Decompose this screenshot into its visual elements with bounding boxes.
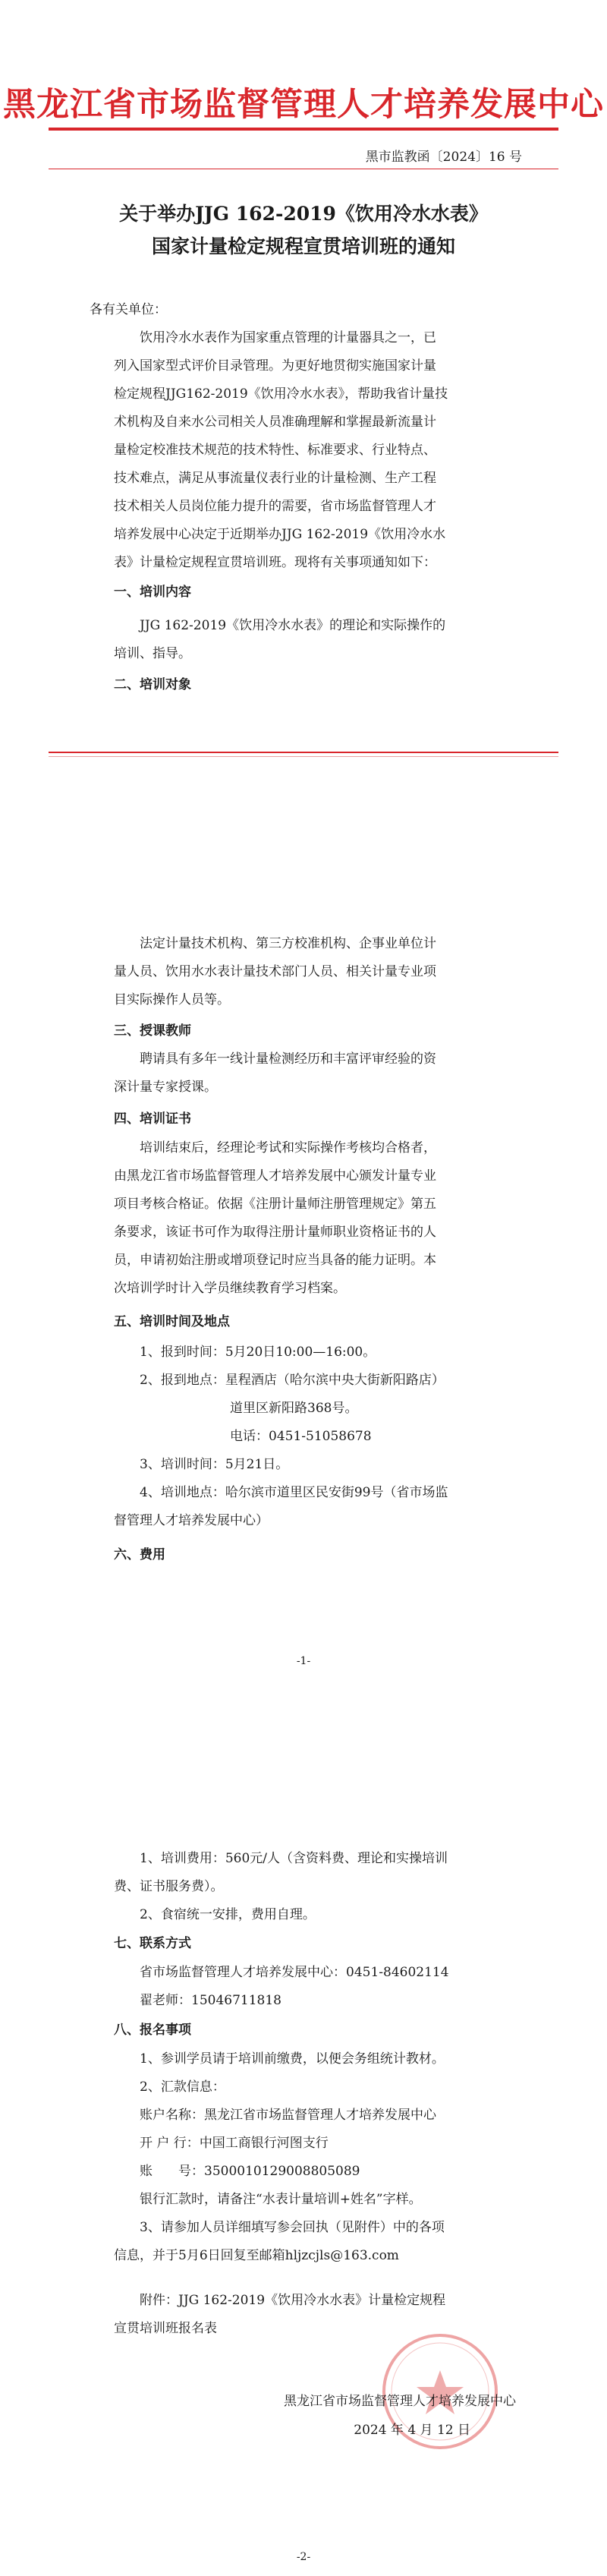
report-address: 道里区新阳路368号。 <box>230 1401 358 1416</box>
account-number-label: 账 号： <box>140 2164 204 2179</box>
bank-row <box>114 2130 539 2158</box>
audience-line: 法定计量技术机构、第三方校准机构、企事业单位计 <box>140 936 436 951</box>
report-phone: 电话：0451-51058678 <box>230 1429 372 1444</box>
section-registration-text <box>114 2045 539 2270</box>
training-place-cont: 督管理人才培养发展中心） <box>114 1513 269 1528</box>
section-heading-content: 一、培训内容 <box>114 585 191 600</box>
account-name-value: 黑龙江省市场监督管理人才培养发展中心 <box>204 2108 436 2123</box>
intro-line: 培养发展中心决定于近期举办JJG 162-2019《饮用冷水水 <box>114 527 446 542</box>
training-place: 4、培训地点：哈尔滨市道里区民安街99号（省市场监 <box>140 1485 448 1500</box>
intro-line: 检定规程JJG162-2019《饮用冷水水表》，帮助我省计量技 <box>114 386 448 402</box>
account-name-row <box>114 2101 539 2130</box>
registration-item-3: 3、请参加人员详细填写参会回执（见附件）中的各项 <box>140 2220 445 2235</box>
page-divider-red <box>49 752 558 753</box>
certificate-line: 培训结束后，经理论考试和实际操作考核均合格者， <box>140 1140 436 1156</box>
audience-line: 目实际操作人员等。 <box>114 992 230 1007</box>
intro-line: 技术相关人员岗位能力提升的需要，省市场监督管理人才 <box>114 499 436 514</box>
teachers-line: 深计量专家授课。 <box>114 1080 217 1095</box>
certificate-line: 员，申请初始注册或增项登记时应当具备的能力证明。本 <box>114 1253 436 1268</box>
intro-paragraph <box>114 324 539 577</box>
training-time: 3、培训时间：5月21日。 <box>140 1457 289 1472</box>
fees-line: 费、证书服务费）。 <box>114 1879 224 1894</box>
content-line: 培训、指导。 <box>114 646 191 661</box>
intro-line: 表》计量检定规程宣贯培训班。现将有关事项通知如下： <box>114 555 436 570</box>
section-content-text <box>114 612 539 668</box>
account-number-row <box>114 2158 539 2186</box>
document-number: 黑市监教函〔2024〕16 号 <box>365 150 522 165</box>
remittance-remark: 银行汇款时，请备注“水表计量培训+姓名”字样。 <box>140 2192 422 2207</box>
header-red-rule <box>49 128 558 131</box>
audience-line: 量人员、饮用水水表计量技术部门人员、相关计量专业项 <box>114 964 436 979</box>
section-teachers-text <box>114 1045 539 1102</box>
report-place: 2、报到地点：星程酒店（哈尔滨中央大街新阳路店） <box>140 1373 445 1388</box>
registration-item-1: 1、参训学员请于培训前缴费，以便会务组统计教材。 <box>140 2051 445 2067</box>
section-heading-registration: 八、报名事项 <box>114 2023 191 2038</box>
account-number-value: 3500010129008805089 <box>204 2164 360 2179</box>
page-number-2: -2- <box>296 2551 311 2563</box>
section-fees-text <box>114 1845 539 1929</box>
section-heading-contact: 七、联系方式 <box>114 1936 191 1951</box>
section-heading-audience: 二、培训对象 <box>114 677 191 692</box>
account-name-label: 账户名称： <box>140 2108 204 2123</box>
doc-title-line-2: 国家计量检定规程宣贯培训班的通知 <box>151 235 455 257</box>
fees-line: 2、食宿统一安排，费用自理。 <box>140 1907 316 1922</box>
doc-title-line-1: 关于举办JJG 162-2019《饮用冷水水表》 <box>119 203 488 225</box>
bank-label: 开 户 行： <box>140 2136 200 2151</box>
certificate-line: 项目考核合格证。依据《注册计量师注册管理规定》第五 <box>114 1197 436 1212</box>
section-audience-text <box>114 930 539 1014</box>
content-line: JJG 162-2019《饮用冷水水表》的理论和实际操作的 <box>140 618 446 633</box>
page-number-1: -1- <box>296 1655 311 1667</box>
section-time-place-text <box>114 1338 539 1535</box>
contact-line: 省市场监督管理人才培养发展中心：0451-84602114 <box>140 1965 449 1980</box>
intro-line: 术机构及自来水公司相关人员准确理解和掌握最新流量计 <box>114 415 436 430</box>
salutation: 各有关单位： <box>90 302 167 317</box>
page-divider-light <box>49 756 558 757</box>
registration-item-3-cont: 信息，并于5月6日回复至邮箱hljzcjls@163.com <box>114 2248 399 2263</box>
section-heading-time-place: 五、培训时间及地点 <box>114 1314 230 1329</box>
certificate-line: 条要求，该证书可作为取得注册计量师职业资格证书的人 <box>114 1225 436 1240</box>
fees-line: 1、培训费用：560元/人（含资料费、理论和实操培训 <box>140 1851 448 1866</box>
attachment-line: 宣贯培训班报名表 <box>114 2321 217 2336</box>
section-heading-certificate: 四、培训证书 <box>114 1111 191 1127</box>
teachers-line: 聘请具有多年一线计量检测经历和丰富评审经验的资 <box>140 1052 436 1067</box>
attachment-line: 附件：JJG 162-2019《饮用冷水水表》计量检定规程 <box>140 2293 446 2308</box>
intro-line: 量检定校准技术规范的技术特性、标准要求、行业特点、 <box>114 443 436 458</box>
certificate-line: 由黑龙江省市场监督管理人才培养发展中心颁发计量专业 <box>114 1168 436 1184</box>
section-heading-fees: 六、费用 <box>114 1547 165 1562</box>
signature-date: 2024 年 4 月 12 日 <box>354 2423 470 2438</box>
org-header-title: 黑龙江省市场监督管理人才培养发展中心 <box>3 86 604 124</box>
section-heading-teachers: 三、授课教师 <box>114 1023 191 1039</box>
intro-line: 技术难点，满足从事流量仪表行业的计量检测、生产工程 <box>114 471 436 486</box>
section-certificate-text <box>114 1134 539 1303</box>
intro-line: 列入国家型式评价目录管理。为更好地贯彻实施国家计量 <box>114 358 436 374</box>
registration-item-2: 2、汇款信息： <box>140 2079 225 2095</box>
report-time: 1、报到时间：5月20日10:00—16:00。 <box>140 1345 376 1360</box>
signature-org: 黑龙江省市场监督管理人才培养发展中心 <box>284 2394 516 2409</box>
certificate-line: 次培训学时计入学员继续教育学习档案。 <box>114 1281 346 1296</box>
contact-line: 翟老师：15046711818 <box>140 1993 281 2008</box>
bank-value: 中国工商银行河图支行 <box>199 2136 329 2151</box>
section-contact-text <box>114 1959 539 2015</box>
intro-line: 饮用冷水水表作为国家重点管理的计量器具之一，已 <box>140 330 436 345</box>
